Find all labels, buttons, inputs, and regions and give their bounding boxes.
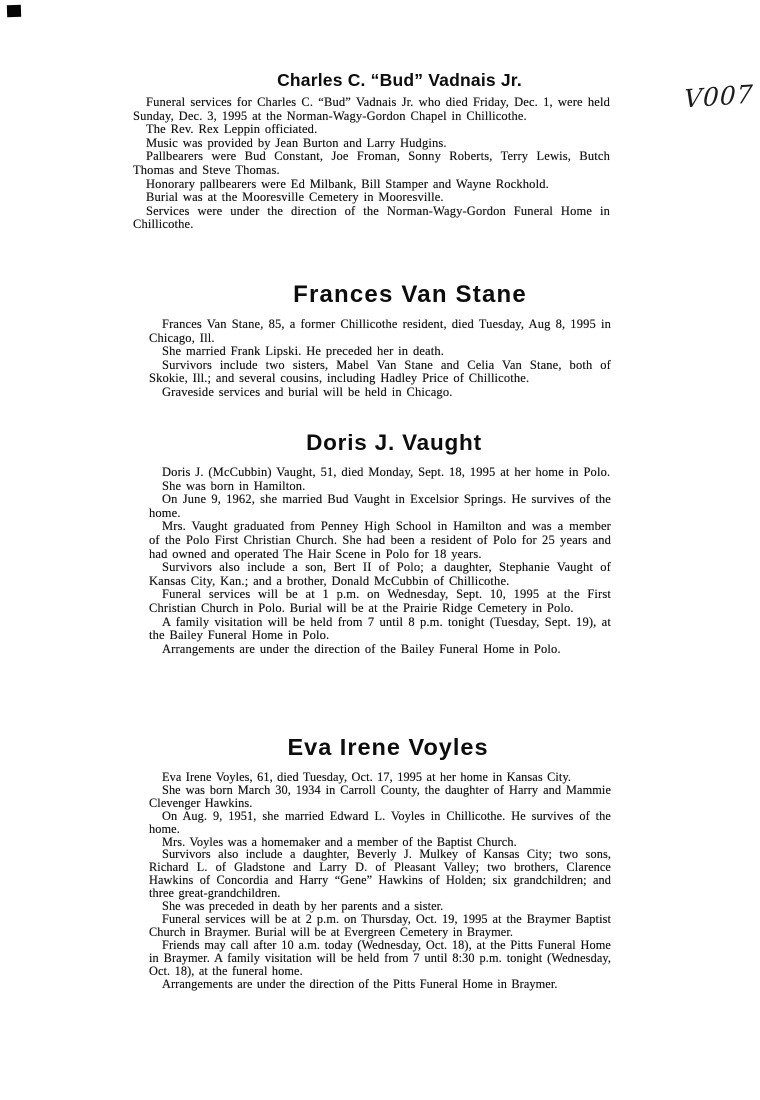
obituary-paragraph: Funeral services for Charles C. “Bud” Vadnais Jr. who died Friday, Dec. 1, were held Sunday, Dec. 3, 1995 at the Norman-Wagy-Gordon Chapel in Chillicothe. bbox=[133, 95, 610, 123]
obituary-paragraph: On June 9, 1962, she married Bud Vaught in Excelsior Springs. He survives of the home. bbox=[149, 492, 611, 520]
obituary-paragraph: Eva Irene Voyles, 61, died Tuesday, Oct. 17, 1995 at her home in Kansas City. bbox=[162, 770, 572, 784]
obituary-paragraph: The Rev. Rex Leppin officiated. bbox=[146, 122, 318, 137]
obituary-paragraph: Survivors also include a daughter, Beverly J. Mulkey of Kansas City; two sons, Richard L. of Gladstone and Larry D. of Pleasant Valley; two brothers, Clarence Hawkins of Concordia and Harry “Gene” Hawkins of Holden; six grandchildren; and three great-grandchildren. bbox=[149, 847, 611, 901]
obituary-paragraph: Funeral services will be at 2 p.m. on Thursday, Oct. 19, 1995 at the Braymer Baptist Church in Braymer. Burial will be at Evergreen Cemetery in Braymer. bbox=[149, 911, 611, 939]
obituary-paragraph: Mrs. Vaught graduated from Penney High School in Hamilton and was a member of the Polo First Christian Church. She had been a resident of Polo for 25 years and had owned and operated The Hair Scene in Polo for 18 years. bbox=[149, 519, 611, 561]
obituary-paragraph: Friends may call after 10 a.m. today (Wednesday, Oct. 18), at the Pitts Funeral Home in Braymer. A family visitation will be held from 7 until 8:30 p.m. tonight (Wednesday, Oct. 18), at the funeral home. bbox=[149, 937, 611, 978]
obituary-paragraph: Music was provided by Jean Burton and Larry Hudgins. bbox=[146, 135, 447, 150]
obituary-section bbox=[149, 430, 611, 656]
obituary-paragraph: Services were under the direction of the Norman-Wagy-Gordon Funeral Home in Chillicothe. bbox=[133, 203, 610, 232]
obituary-paragraph: Graveside services and burial will be held in Chicago. bbox=[162, 384, 453, 399]
obituary-section bbox=[133, 70, 610, 232]
obituary-heading: Frances Van Stane bbox=[293, 281, 527, 308]
obituary-heading: Doris J. Vaught bbox=[306, 430, 482, 455]
obituary-paragraph: Arrangements are under the direction of the Bailey Funeral Home in Polo. bbox=[162, 641, 561, 656]
obituary-body bbox=[149, 318, 611, 400]
obituary-paragraph: She was born March 30, 1934 in Carroll County, the daughter of Harry and Mammie Clevenger Hawkins. bbox=[149, 782, 611, 810]
obituary-paragraph: Frances Van Stane, 85, a former Chillicothe resident, died Tuesday, Aug 8, 1995 in Chicago, Ill. bbox=[149, 317, 611, 345]
obituary-paragraph: Arrangements are under the direction of the Pitts Funeral Home in Braymer. bbox=[162, 976, 558, 991]
obituary-paragraph: Funeral services will be at 1 p.m. on Wednesday, Sept. 10, 1995 at the First Christian Church in Polo. Burial will be at the Prairie Ridge Cemetery in Polo. bbox=[149, 587, 611, 615]
obituary-paragraph: She was preceded in death by her parents and a sister. bbox=[162, 899, 444, 914]
obituary-heading: Eva Irene Voyles bbox=[287, 734, 489, 760]
obituary-paragraph: Pallbearers were Bud Constant, Joe Froman, Sonny Roberts, Terry Lewis, Butch Thomas and Steve Thomas. bbox=[133, 149, 610, 177]
obituary-paragraph: A family visitation will be held from 7 until 8 p.m. tonight (Tuesday, Sept. 19), at the Bailey Funeral Home in Polo. bbox=[149, 614, 611, 643]
scan-corner-mark bbox=[7, 5, 21, 17]
obituary-paragraph: She was born in Hamilton. bbox=[162, 478, 306, 493]
obituary-paragraph: Mrs. Voyles was a homemaker and a member of the Baptist Church. bbox=[162, 834, 517, 849]
obituary-paragraph: Honorary pallbearers were Ed Milbank, Bill Stamper and Wayne Rockhold. bbox=[146, 176, 549, 191]
obituary-paragraph: Doris J. (McCubbin) Vaught, 51, died Monday, Sept. 18, 1995 at her home in Polo. bbox=[162, 465, 611, 479]
obituary-section bbox=[149, 281, 611, 400]
obituary-paragraph: Burial was at the Mooresville Cemetery in Mooresville. bbox=[146, 190, 444, 205]
obituary-body bbox=[149, 771, 611, 990]
obituary-paragraph: Survivors also include a son, Bert II of Polo; a daughter, Stephanie Vaught of Kansas City, Kan.; and a brother, Donald McCubbin of Chillicothe. bbox=[149, 560, 611, 588]
obituary-paragraph: She married Frank Lipski. He preceded her in death. bbox=[162, 344, 445, 359]
obituary-body bbox=[149, 466, 611, 656]
obituary-body bbox=[133, 96, 610, 232]
obituary-paragraph: Survivors include two sisters, Mabel Van Stane and Celia Van Stane, both of Skokie, Ill.; and several cousins, including Hadley Price of Chillicothe. bbox=[149, 357, 611, 386]
obituary-section bbox=[149, 734, 611, 990]
handwritten-annotation: V007 bbox=[683, 79, 755, 114]
obituary-paragraph: On Aug. 9, 1951, she married Edward L. Voyles in Chillicothe. He survives of the home. bbox=[149, 808, 611, 836]
obituary-heading: Charles C. “Bud” Vadnais Jr. bbox=[277, 70, 522, 90]
